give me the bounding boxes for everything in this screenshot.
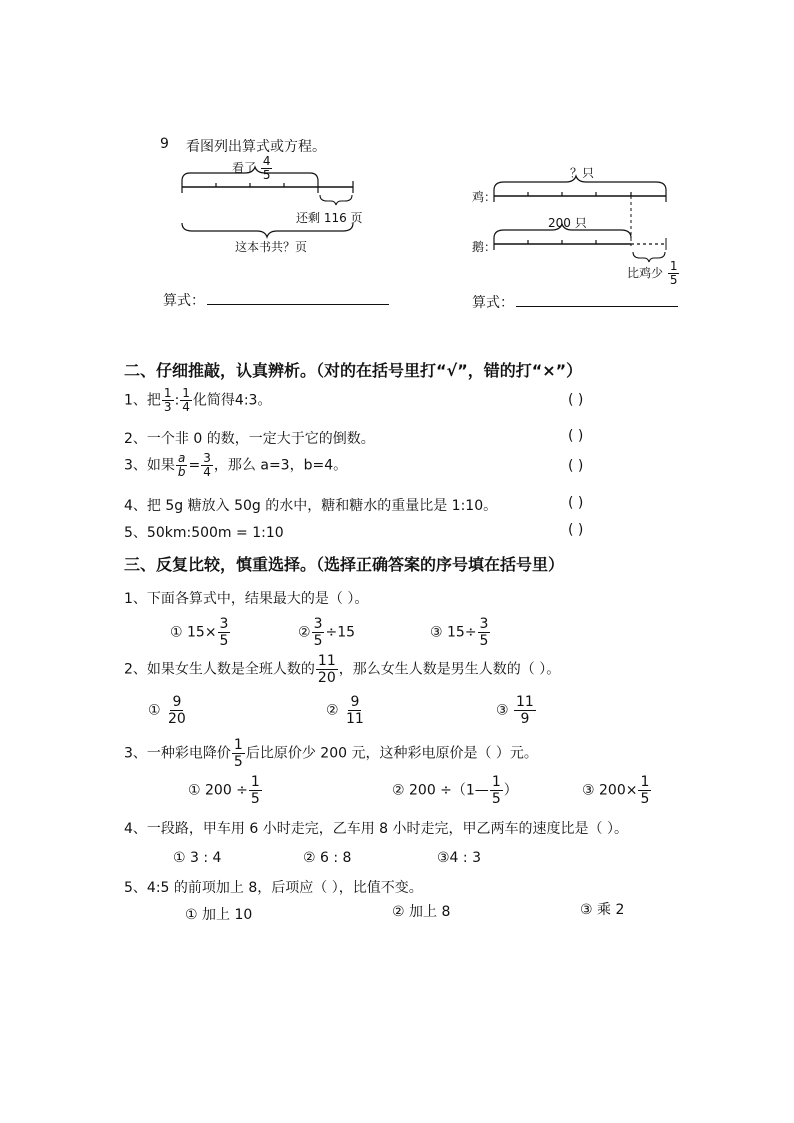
q9-less-label <box>627 260 680 287</box>
s3-q4-option-3[interactable]: ③4 : 3 <box>437 850 481 866</box>
option-fraction <box>312 616 325 649</box>
option-text: ① 15× <box>170 624 217 641</box>
frac-den: 4 <box>182 400 190 414</box>
frac-den: b <box>177 465 186 479</box>
q9-less-fraction <box>668 260 680 287</box>
q9-goose-label: 鹅： <box>472 240 497 254</box>
s2-item-2-text: 一个非 0 的数，一定大于它的倒数。 <box>146 431 375 447</box>
frac-num: 3 <box>313 616 323 632</box>
q9-read-prefix: 看了 <box>232 161 257 175</box>
frac-den: 5 <box>313 633 323 649</box>
equals-sign: = <box>188 457 201 474</box>
s2-item-1-post: 化简得4:3。 <box>192 392 272 409</box>
q9-read-den: 5 <box>262 168 271 182</box>
q9-read-num: 4 <box>262 154 271 168</box>
frac-num: 11 <box>516 694 534 710</box>
s2-item-3-frac-34 <box>201 452 213 479</box>
s2-item-1-frac2 <box>180 387 192 414</box>
s3-q3-post: 后比原价少 200 元，这种彩电原价是（ ）元。 <box>245 745 538 762</box>
s2-item-2-number: 2、 <box>124 431 147 447</box>
option-text: ② <box>298 624 311 641</box>
frac-den: 5 <box>250 791 260 807</box>
q9-number: 9 <box>160 136 169 152</box>
s3-q4-option-2[interactable]: ② 6 : 8 <box>303 850 352 866</box>
s2-item-3-pre: 如果 <box>146 457 175 474</box>
s2-answer-paren-2[interactable]: ( ) <box>568 428 584 444</box>
s3-q3-stem <box>124 737 538 770</box>
s2-answer-paren-5[interactable]: ( ) <box>568 522 584 538</box>
s2-answer-paren-4[interactable]: ( ) <box>568 495 584 511</box>
option-text: ① <box>148 702 161 719</box>
s2-item-5-text: 50km:500m = 1:10 <box>146 525 284 541</box>
s2-answer-paren-3[interactable]: ( ) <box>568 458 584 474</box>
s3-q5-option-1[interactable]: ① 加上 10 <box>185 907 253 923</box>
option-text: ② 200 ÷（1— <box>392 782 489 799</box>
s2-item-3-post: ，那么 a=3，b=4。 <box>213 457 348 474</box>
frac-den: 4 <box>203 465 211 479</box>
option-fraction <box>344 694 366 727</box>
frac-num: 3 <box>479 616 489 632</box>
frac-num: 1 <box>233 737 243 753</box>
chicken-brace <box>494 176 666 190</box>
option-text: ② <box>326 702 339 719</box>
section3-heading: 三、反复比较，慎重选择。（选择正确答案的序号填在括号里） <box>124 555 565 574</box>
q9-answer-line-left[interactable] <box>207 304 389 305</box>
frac-den: 5 <box>479 633 489 649</box>
q9-answer-line-right[interactable] <box>516 306 678 307</box>
s3-q1-option-2[interactable] <box>298 616 355 649</box>
s3-q3-fraction <box>232 737 245 770</box>
option-text: ① 200 ÷ <box>188 782 248 799</box>
s3-q2-option-2[interactable] <box>326 694 367 727</box>
option-text: ③ 15÷ <box>430 624 477 641</box>
s3-q5-option-3[interactable]: ③ 乘 2 <box>580 902 625 918</box>
q9-less-num: 1 <box>669 259 678 273</box>
frac-den: 3 <box>163 400 172 414</box>
option-fraction <box>478 616 491 649</box>
goose-brace <box>494 224 631 238</box>
s3-q4-stem: 4、一段路，甲车用 6 小时走完，乙车用 8 小时走完，甲乙两车的速度比是（ ）。 <box>124 821 628 837</box>
s2-item-3-frac-ab <box>176 452 188 479</box>
q9-title: 看图列出算式或方程。 <box>186 139 326 155</box>
s3-q4-option-1[interactable]: ① 3 : 4 <box>173 850 222 866</box>
q9-remaining: 还剩 116 页 <box>296 211 363 225</box>
option-fraction <box>490 774 503 807</box>
s3-q2-option-1[interactable] <box>148 694 189 727</box>
read-brace <box>182 167 318 181</box>
frac-den: 11 <box>346 711 364 727</box>
bird-line-diagram <box>488 172 678 272</box>
q9-total: 这本书共？页 <box>235 240 308 254</box>
frac-den: 9 <box>520 711 530 727</box>
frac-num: 1 <box>491 774 501 790</box>
s2-item-3-number: 3、 <box>124 457 147 474</box>
s2-item-5 <box>124 522 284 542</box>
frac-num: 1 <box>182 386 190 400</box>
s2-item-3 <box>124 452 347 479</box>
q9-less-prefix: 比鸡少 <box>627 266 664 280</box>
s2-item-1-pre: 把 <box>146 392 161 409</box>
book-line-diagram <box>175 165 375 245</box>
section2-heading: 二、仔细推敲，认真辨析。（对的在括号里打“√”，错的打“×”） <box>124 361 583 380</box>
option-text: ③ 200× <box>582 782 638 799</box>
q9-chicken-total: ？只 <box>570 166 595 180</box>
q9-formula-label-left: 算式： <box>163 293 205 309</box>
s3-q2-post: ，那么女生人数是男生人数的（ ）。 <box>338 661 561 678</box>
frac-num: a <box>178 451 186 465</box>
s3-q2-option-3[interactable] <box>496 694 537 727</box>
s3-q5-option-2[interactable]: ② 加上 8 <box>392 904 451 920</box>
frac-num: 9 <box>172 694 182 710</box>
s2-item-4 <box>124 495 497 515</box>
option-fraction <box>638 774 651 807</box>
s3-q3-option-1[interactable] <box>188 774 263 807</box>
s3-q1-option-3[interactable] <box>430 616 491 649</box>
option-text-post: ÷15 <box>325 624 356 641</box>
frac-num: 1 <box>640 774 650 790</box>
frac-num: 11 <box>317 653 336 669</box>
q9-chicken-label: 鸡： <box>472 190 497 204</box>
option-text-post: ） <box>503 782 518 799</box>
frac-num: 1 <box>250 774 260 790</box>
q9-formula-label-right: 算式： <box>472 295 514 311</box>
s3-q5-stem: 5、4:5 的前项加上 8，后项应（ ），比值不变。 <box>124 880 423 896</box>
option-fraction <box>249 774 262 807</box>
s2-item-4-number: 4、 <box>124 498 147 514</box>
q9-goose-count: 200 只 <box>548 216 587 230</box>
option-fraction <box>514 694 536 727</box>
frac-den: 20 <box>317 670 336 686</box>
ratio-colon: : <box>174 392 180 409</box>
remaining-brace <box>320 195 352 205</box>
frac-den: 5 <box>233 754 243 770</box>
frac-den: 5 <box>491 791 501 807</box>
s3-q2-stem <box>124 653 560 686</box>
s3-q1-stem: 1、下面各算式中，结果最大的是（ ）。 <box>124 591 369 607</box>
option-text: ③ <box>496 702 509 719</box>
frac-den: 20 <box>168 711 186 727</box>
s2-item-5-number: 5、 <box>124 525 147 541</box>
q9-less-den: 5 <box>669 273 678 287</box>
s3-q3-option-2[interactable] <box>392 774 518 807</box>
frac-num: 3 <box>219 616 229 632</box>
s3-q1-option-1[interactable] <box>170 616 231 649</box>
option-fraction <box>218 616 231 649</box>
s2-item-1 <box>124 387 271 414</box>
frac-den: 5 <box>640 791 650 807</box>
s3-q3-pre: 3、一种彩电降价 <box>124 745 231 762</box>
s2-item-4-text: 把 5g 糖放入 50g 的水中，糖和糖水的重量比是 1:10。 <box>146 498 498 514</box>
s3-q3-option-3[interactable] <box>582 774 652 807</box>
frac-num: 3 <box>203 451 211 465</box>
s2-item-1-frac1 <box>162 387 174 414</box>
frac-num: 9 <box>350 694 360 710</box>
option-fraction <box>166 694 188 727</box>
s2-item-1-number: 1、 <box>124 392 147 409</box>
frac-num: 1 <box>163 386 172 400</box>
s2-item-2 <box>124 428 375 448</box>
s3-q2-pre: 2、如果女生人数是全班人数的 <box>124 661 315 678</box>
s2-answer-paren-1[interactable]: ( ) <box>568 392 584 408</box>
frac-den: 5 <box>219 633 229 649</box>
s3-q2-fraction <box>316 653 338 686</box>
